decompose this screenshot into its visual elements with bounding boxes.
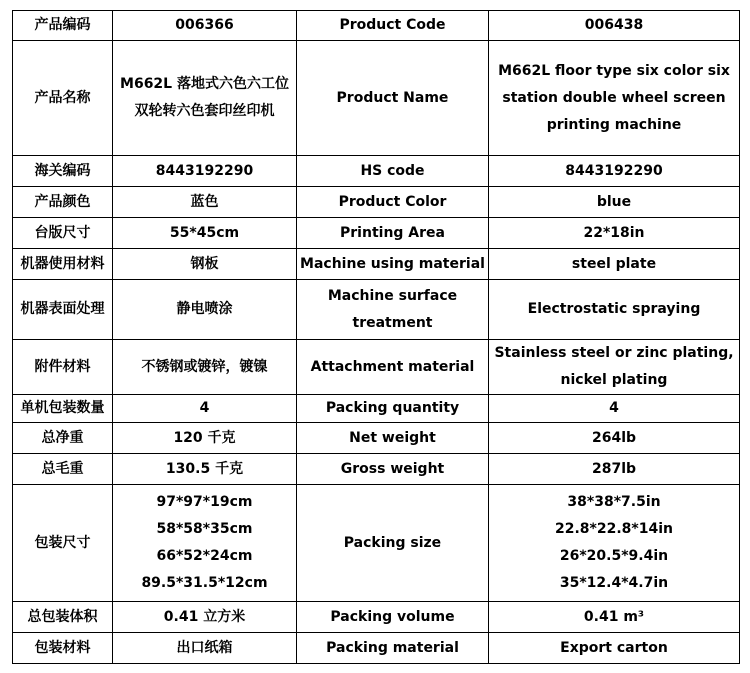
- cn-value-cell-text: 不锈钢或镀锌，镀镍: [141, 358, 268, 375]
- cn-value-cell: [113, 602, 297, 633]
- cn-label-cell: [13, 249, 113, 280]
- cn-label-cell: [13, 280, 113, 340]
- cn-value-cell: [113, 156, 297, 187]
- cn-value-cell-text: 静电喷涂: [176, 301, 233, 317]
- cn-value-cell-text: 8443192290: [155, 162, 254, 179]
- en-value-cell: [489, 340, 740, 395]
- cn-label-cell: [13, 423, 113, 454]
- en-label-cell-text: Attachment material: [310, 358, 475, 375]
- en-value-cell: [489, 280, 740, 340]
- cn-value-cell-text: 58*58*35cm: [156, 521, 253, 537]
- en-value-cell: [489, 423, 740, 454]
- table-row: [13, 156, 740, 187]
- cn-value-cell-text: 006366: [175, 17, 234, 33]
- en-label-cell-text: Product Name: [336, 89, 449, 106]
- cn-label-cell: [13, 41, 113, 156]
- table-row: [13, 340, 740, 395]
- cn-label-text: 机器表面处理: [20, 301, 105, 317]
- en-label-cell: [297, 454, 489, 485]
- en-value-cell: [489, 41, 740, 156]
- en-value-cell-text: 35*12.4*4.7in: [559, 575, 669, 591]
- cn-value-cell: [113, 633, 297, 664]
- cn-value-cell: [113, 340, 297, 395]
- en-value-cell: [489, 633, 740, 664]
- en-label-cell-text: Printing Area: [340, 224, 445, 241]
- en-value-cell-text: 4: [609, 400, 619, 416]
- cn-label-text: 总毛重: [41, 460, 84, 477]
- en-value-cell-text: 287lb: [591, 460, 637, 477]
- cn-label-text: 总净重: [41, 429, 84, 446]
- en-value-cell-text: nickel plating: [560, 372, 668, 388]
- en-label-cell: [297, 633, 489, 664]
- cn-label-text: 附件材料: [34, 358, 91, 375]
- table-row: [13, 485, 740, 602]
- en-value-cell: [489, 602, 740, 633]
- en-label-cell-text: HS code: [360, 162, 425, 179]
- table-row: [13, 280, 740, 340]
- en-label-cell-text: treatment: [352, 314, 433, 331]
- cn-value-cell-text: 120 千克: [173, 429, 236, 446]
- en-value-cell: [489, 11, 740, 41]
- product-spec-table: [12, 10, 740, 664]
- en-value-cell-text: station double wheel screen: [502, 89, 726, 106]
- cn-label-text: 产品名称: [34, 89, 91, 106]
- table-row: [13, 633, 740, 664]
- cn-value-cell-text: 130.5 千克: [165, 460, 244, 477]
- en-value-cell-text: printing machine: [546, 116, 682, 133]
- en-value-cell-text: 0.41 m³: [583, 608, 645, 625]
- en-value-cell: [489, 218, 740, 249]
- en-label-cell-text: Product Color: [338, 193, 447, 210]
- cn-value-cell: [113, 423, 297, 454]
- cn-value-cell: [113, 454, 297, 485]
- en-value-cell-text: 22*18in: [583, 224, 645, 241]
- en-value-cell: [489, 454, 740, 485]
- cn-label-text: 总包装体积: [27, 608, 98, 625]
- cn-label-cell: [13, 454, 113, 485]
- en-label-cell: [297, 156, 489, 187]
- cn-value-cell-text: 出口纸箱: [176, 639, 233, 656]
- en-label-cell: [297, 602, 489, 633]
- en-label-cell-text: Net weight: [349, 429, 436, 446]
- cn-label-cell: [13, 395, 113, 423]
- en-value-cell-text: Export carton: [560, 639, 668, 656]
- en-label-cell-text: Packing quantity: [325, 400, 460, 416]
- en-value-cell-text: Stainless steel or zinc plating,: [494, 345, 734, 361]
- cn-label-cell: [13, 218, 113, 249]
- cn-label-cell: [13, 156, 113, 187]
- cn-value-cell: [113, 249, 297, 280]
- table-row: [13, 187, 740, 218]
- en-label-cell-text: Packing volume: [330, 608, 455, 625]
- en-value-cell-text: 26*20.5*9.4in: [559, 548, 669, 564]
- en-value-cell: [489, 485, 740, 602]
- en-value-cell-text: steel plate: [571, 255, 657, 272]
- en-label-cell: [297, 340, 489, 395]
- en-label-cell: [297, 249, 489, 280]
- table-row: [13, 423, 740, 454]
- en-value-cell-text: Electrostatic spraying: [527, 301, 701, 317]
- en-value-cell: [489, 249, 740, 280]
- en-label-cell-text: Gross weight: [340, 460, 445, 477]
- en-value-cell-text: 264lb: [591, 429, 637, 446]
- cn-value-cell: [113, 11, 297, 41]
- cn-label-cell: [13, 602, 113, 633]
- cn-value-cell-text: 55*45cm: [169, 224, 240, 241]
- cn-label-text: 海关编码: [34, 162, 91, 179]
- table-row: [13, 454, 740, 485]
- cn-label-text: 包装材料: [34, 639, 91, 656]
- en-label-cell: [297, 280, 489, 340]
- cn-value-cell: [113, 395, 297, 423]
- en-value-cell-text: 006438: [584, 17, 644, 33]
- en-label-cell-text: Packing size: [343, 534, 442, 551]
- en-label-cell-text: Packing material: [326, 639, 459, 656]
- cn-value-cell-text: 0.41 立方米: [163, 608, 246, 625]
- en-label-cell: [297, 485, 489, 602]
- en-label-cell: [297, 423, 489, 454]
- cn-value-cell-text: M662L 落地式六色六工位: [120, 76, 289, 92]
- cn-label-cell: [13, 485, 113, 602]
- en-value-cell: [489, 187, 740, 218]
- cn-value-cell: [113, 41, 297, 156]
- table-row: [13, 249, 740, 280]
- cn-label-text: 单机包装数量: [20, 400, 105, 416]
- cn-value-cell: [113, 187, 297, 218]
- cn-value-cell: [113, 280, 297, 340]
- cn-label-text: 台版尺寸: [34, 224, 91, 241]
- spec-sheet: [12, 10, 740, 664]
- cn-label-cell: [13, 633, 113, 664]
- en-value-cell-text: blue: [596, 193, 632, 210]
- en-label-cell: [297, 11, 489, 41]
- en-value-cell-text: 22.8*22.8*14in: [555, 521, 673, 537]
- en-label-cell-text: Machine using material: [300, 255, 485, 272]
- cn-value-cell-text: 97*97*19cm: [156, 494, 253, 510]
- en-value-cell: [489, 395, 740, 423]
- cn-label-cell: [13, 340, 113, 395]
- cn-value-cell: [113, 485, 297, 602]
- en-label-cell-text: Product Code: [339, 17, 446, 33]
- en-label-cell: [297, 395, 489, 423]
- cn-value-cell-text: 89.5*31.5*12cm: [141, 575, 268, 591]
- cn-value-cell: [113, 218, 297, 249]
- en-label-cell: [297, 187, 489, 218]
- table-row: [13, 218, 740, 249]
- cn-label-text: 产品编码: [34, 17, 91, 33]
- cn-label-cell: [13, 11, 113, 41]
- en-label-cell-text: Machine surface: [327, 287, 458, 304]
- en-value-cell-text: M662L floor type six color six: [498, 62, 730, 79]
- cn-value-cell-text: 66*52*24cm: [156, 548, 253, 564]
- cn-value-cell-text: 双轮转六色套印丝印机: [134, 103, 275, 119]
- cn-label-text: 产品颜色: [34, 193, 91, 210]
- cn-label-text: 包装尺寸: [34, 534, 91, 551]
- en-label-cell: [297, 41, 489, 156]
- cn-label-cell: [13, 187, 113, 218]
- table-row: [13, 11, 740, 41]
- cn-label-text: 机器使用材料: [20, 255, 105, 272]
- en-value-cell: [489, 156, 740, 187]
- table-row: [13, 395, 740, 423]
- cn-value-cell-text: 钢板: [190, 255, 219, 272]
- cn-value-cell-text: 4: [199, 400, 210, 416]
- table-row: [13, 41, 740, 156]
- en-value-cell-text: 38*38*7.5in: [567, 494, 661, 510]
- en-label-cell: [297, 218, 489, 249]
- cn-value-cell-text: 蓝色: [190, 193, 219, 210]
- en-value-cell-text: 8443192290: [565, 162, 663, 179]
- table-row: [13, 602, 740, 633]
